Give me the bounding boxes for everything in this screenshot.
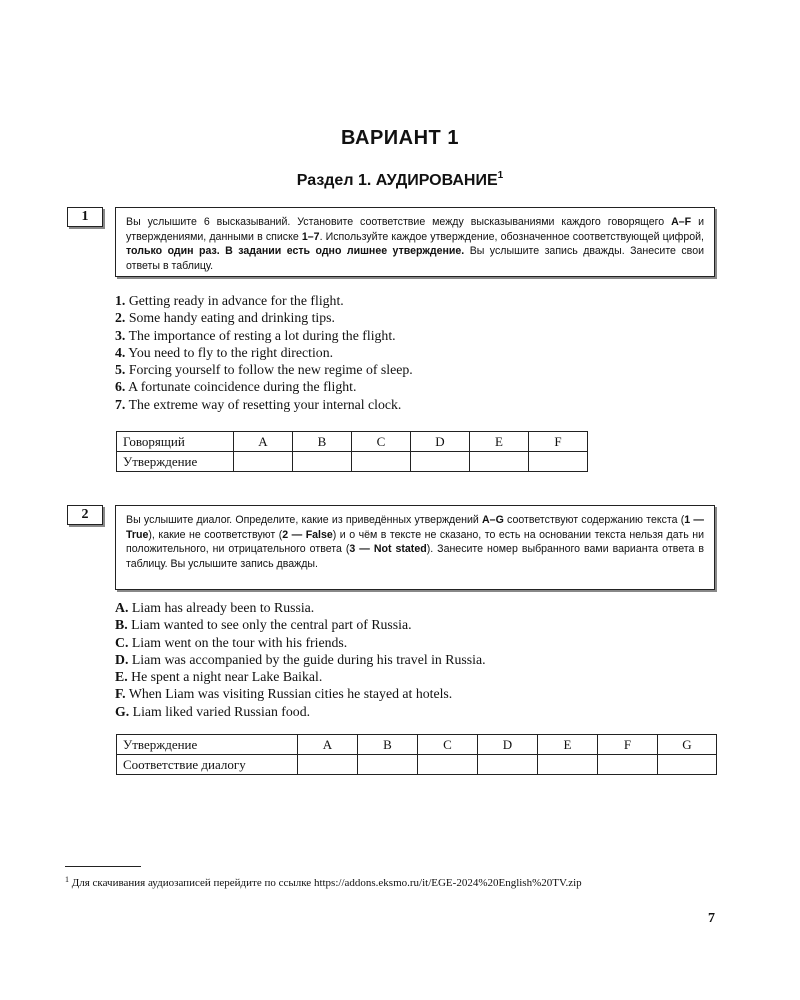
table-row: [117, 452, 588, 472]
footnote-number: 1: [65, 875, 69, 884]
item-number: 6.: [115, 379, 126, 395]
column-header: E: [538, 735, 598, 755]
item-text: He spent a night near Lake Baikal.: [131, 669, 323, 685]
answer-cell[interactable]: [293, 452, 352, 472]
column-header: C: [352, 432, 411, 452]
item-number: G.: [115, 703, 130, 719]
page-number: 7: [708, 911, 715, 926]
list-item: [115, 292, 413, 309]
task-2-instruction-bold: 3 — Not stated: [349, 543, 427, 555]
item-number: 4.: [115, 344, 126, 360]
list-item: [115, 599, 486, 616]
list-item: [115, 309, 413, 326]
list-item: [115, 327, 413, 344]
task-1-instruction-text: . Используйте каждое утверждение, обозначенное соответствующей цифрой,: [319, 230, 704, 243]
section-title: [0, 170, 800, 190]
list-item: [115, 668, 486, 685]
variant-title: ВАРИАНТ 1: [341, 127, 459, 149]
task-2-instruction-text: ). Занесите номер выбранного вами варианта ответа в таблицу. Вы услышите запись дважды.: [126, 543, 704, 570]
task-1-number: 1: [67, 207, 103, 227]
item-number: D.: [115, 651, 129, 667]
task-2-instruction-bold: A–G: [482, 514, 504, 526]
answer-cell[interactable]: [598, 755, 658, 775]
task-2-instruction-text: ), какие не соответствуют (: [148, 528, 283, 541]
task-1-instruction-text: и утверждениями, данными в списке: [126, 216, 704, 243]
section-title-text: Раздел 1. АУДИРОВАНИЕ: [296, 172, 498, 189]
answer-cell[interactable]: [658, 755, 717, 775]
list-item: [115, 634, 486, 651]
column-header: D: [478, 735, 538, 755]
table-row: [117, 432, 588, 452]
table-row-header: Утверждение: [117, 735, 298, 755]
task-1-instruction-bold: только один раз. В задании есть одно лишнее утверждение.: [126, 245, 465, 257]
item-text: A fortunate coincidence during the flight.: [128, 379, 357, 395]
task-1-instruction-text: Вы услышите запись дважды. Занесите свои ответы в таблицу.: [126, 245, 705, 272]
column-header: B: [358, 735, 418, 755]
answer-cell[interactable]: [352, 452, 411, 472]
item-text: Liam wanted to see only the central part of Russia.: [131, 617, 412, 633]
table-row-header: Утверждение: [117, 452, 234, 472]
item-number: A.: [115, 600, 129, 615]
answer-cell[interactable]: [298, 755, 358, 775]
task-2-statement-list: [115, 599, 486, 720]
task-1-answer-table: [116, 431, 588, 472]
item-text: Liam liked varied Russian food.: [132, 703, 311, 719]
item-text: Liam has already been to Russia.: [131, 600, 315, 615]
list-item: [115, 396, 413, 413]
item-number: 2.: [115, 310, 126, 326]
item-number: B.: [115, 617, 128, 633]
item-text: Liam was accompanied by the guide during his travel in Russia.: [131, 651, 486, 667]
column-header: D: [411, 432, 470, 452]
list-item: [115, 361, 413, 378]
table-row: [117, 755, 717, 775]
item-text: The importance of resting a lot during the flight.: [128, 327, 396, 343]
item-number: 5.: [115, 362, 126, 378]
answer-cell[interactable]: [529, 452, 588, 472]
task-1-instruction-bold: A–F: [671, 216, 692, 228]
answer-cell[interactable]: [478, 755, 538, 775]
task-2-answer-table: [116, 734, 717, 775]
column-header: F: [598, 735, 658, 755]
item-number: 3.: [115, 327, 126, 343]
task-2-instruction-bold: 2 — False: [282, 528, 333, 541]
item-text: The extreme way of resetting your internal clock.: [128, 396, 402, 412]
footnote: [65, 872, 715, 891]
list-item: [115, 651, 486, 668]
list-item: [115, 344, 413, 361]
answer-cell[interactable]: [358, 755, 418, 775]
table-row: [117, 735, 717, 755]
column-header: F: [529, 432, 588, 452]
column-header: C: [418, 735, 478, 755]
answer-cell[interactable]: [418, 755, 478, 775]
list-item: [115, 616, 486, 633]
task-2-instruction-text: ) и о чём в тексте не сказано, то есть на основании текста нельзя дать ни положительного, ни отрицательного ответа (: [126, 528, 704, 555]
item-text: Some handy eating and drinking tips.: [128, 310, 335, 326]
column-header: A: [234, 432, 293, 452]
task-2-instruction-text: соответствуют содержанию текста (: [503, 514, 685, 526]
task-2-instruction: [115, 505, 715, 590]
footnote-marker[interactable]: 1: [497, 170, 504, 181]
answer-cell[interactable]: [234, 452, 293, 472]
task-1-instruction-bold: 1–7: [301, 230, 320, 243]
answer-cell[interactable]: [538, 755, 598, 775]
item-number: 1.: [115, 293, 126, 308]
task-2-instruction-bold: 1 — True: [126, 514, 704, 541]
item-text: Getting ready in advance for the flight.: [128, 293, 344, 308]
column-header: E: [470, 432, 529, 452]
answer-cell[interactable]: [470, 452, 529, 472]
item-text: You need to fly to the right direction.: [128, 344, 334, 360]
column-header: B: [293, 432, 352, 452]
item-text: Forcing yourself to follow the new regime of sleep.: [128, 362, 413, 378]
item-number: F.: [115, 686, 126, 702]
table-row-header: Соответствие диалогу: [117, 755, 298, 775]
column-header: G: [658, 735, 717, 755]
table-row-header: Говорящий: [117, 432, 234, 452]
task-2-number: 2: [67, 505, 103, 525]
item-number: E.: [115, 669, 128, 685]
item-number: 7.: [115, 396, 126, 412]
item-text: Liam went on the tour with his friends.: [131, 634, 348, 650]
column-header: A: [298, 735, 358, 755]
list-item: [115, 685, 486, 702]
task-1-instruction: [115, 207, 715, 277]
footnote-divider: [65, 866, 141, 867]
list-item: [115, 378, 413, 395]
item-number: C.: [115, 634, 129, 650]
answer-cell[interactable]: [411, 452, 470, 472]
task-1-statement-list: [115, 292, 413, 413]
item-text: When Liam was visiting Russian cities he stayed at hotels.: [128, 686, 453, 702]
list-item: [115, 703, 486, 720]
task-2-instruction-text: Вы услышите диалог. Определите, какие из приведённых утверждений: [126, 514, 483, 526]
footnote-text[interactable]: Для скачивания аудиозаписей перейдите по ссылке https://addons.eksmo.ru/it/EGE-2024%20English%20TV.zip: [71, 877, 582, 889]
task-1-instruction-text: Вы услышите 6 высказываний. Установите соответствие между высказываниями каждого говорящего: [126, 216, 672, 228]
